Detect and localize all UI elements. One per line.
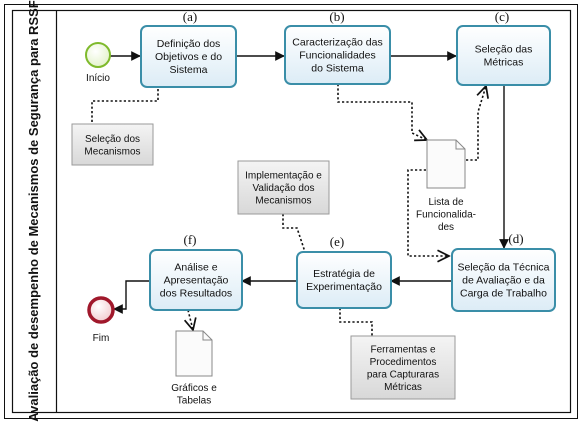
annotation-ferramentas-text-line-4: Métricas [384,381,422,393]
annotation-implementacao-text-line-2: Validação dos [252,183,315,194]
annotation-ferramentas-text-line-2: Procedimentos [369,356,437,368]
task-c-text-line-1: Seleção das [474,43,533,56]
task-a-text-line-2: Objetivos e do [154,51,223,63]
task-c-letter: (c) [494,9,510,24]
task-f-text-line-1: Análise e [174,261,218,274]
task-d-text-line-3: Carga de Trabalho [460,287,547,300]
annotation-implementacao-text-line-3: Mecanismos [255,195,312,207]
annotation-mecanismos [72,124,153,165]
task-a-text-line-3: Sistema [169,64,208,76]
task-b-text-line-1: Caracterização das [292,36,383,49]
end-label: Fim [92,333,110,344]
document-funcionalidades-label-3: des [437,222,455,233]
task-b-letter: (b) [329,9,345,24]
task-d-letter: (d) [508,231,524,246]
document-graficos-icon [176,331,212,376]
annotation-mecanismos-text-line-2: Mecanismos [84,146,141,158]
task-e-text-line-2: Experimentação [306,281,382,293]
task-e-letter: (e) [329,234,345,249]
task-f-letter: (f) [183,232,197,247]
task-c-box [457,26,550,85]
task-d-text-line-1: Seleção da Técnica [457,261,550,274]
task-a-text-line-1: Definição dos [156,38,221,50]
annotation-implementacao-text-line-1: Implementação e [245,170,322,182]
document-funcionalidades-icon [427,140,465,188]
annotation-ferramentas [351,336,455,399]
task-f-text-line-2: Apresentação [163,274,229,287]
task-b-text-line-2: Funcionalidades [299,49,376,62]
document-graficos-label-2: Tabelas [176,395,212,407]
document-graficos-label-1: Gráficos e [171,383,217,394]
task-e-box [297,252,391,308]
task-b-text-line-3: do Sistema [311,62,364,75]
task-e-text-line-1: Estratégia de [313,268,375,280]
document-graficos [171,331,217,407]
end-event [89,298,113,322]
document-funcionalidades-label-1: Lista de [428,197,464,208]
lane-title: Avaliação de desempenho de Mecanismos de Segurança para RSSF [26,0,41,422]
task-c-text-line-2: Métricas [483,56,524,69]
annotation-implementacao [238,161,329,214]
start-label: Início [86,73,110,84]
annotation-ferramentas-text-line-1: Ferramentas e [370,344,436,356]
task-f-text-line-3: dos Resultados [159,287,233,300]
annotation-ferramentas-text-line-3: para Capturaras [366,369,440,381]
start-event [86,43,110,67]
document-funcionalidades-label-2: Funcionalida- [415,209,477,221]
task-d-text-line-2: de Avaliação e da [462,274,545,287]
annotation-mecanismos-text-line-1: Seleção dos [84,133,141,145]
task-a-letter: (a) [182,9,198,24]
